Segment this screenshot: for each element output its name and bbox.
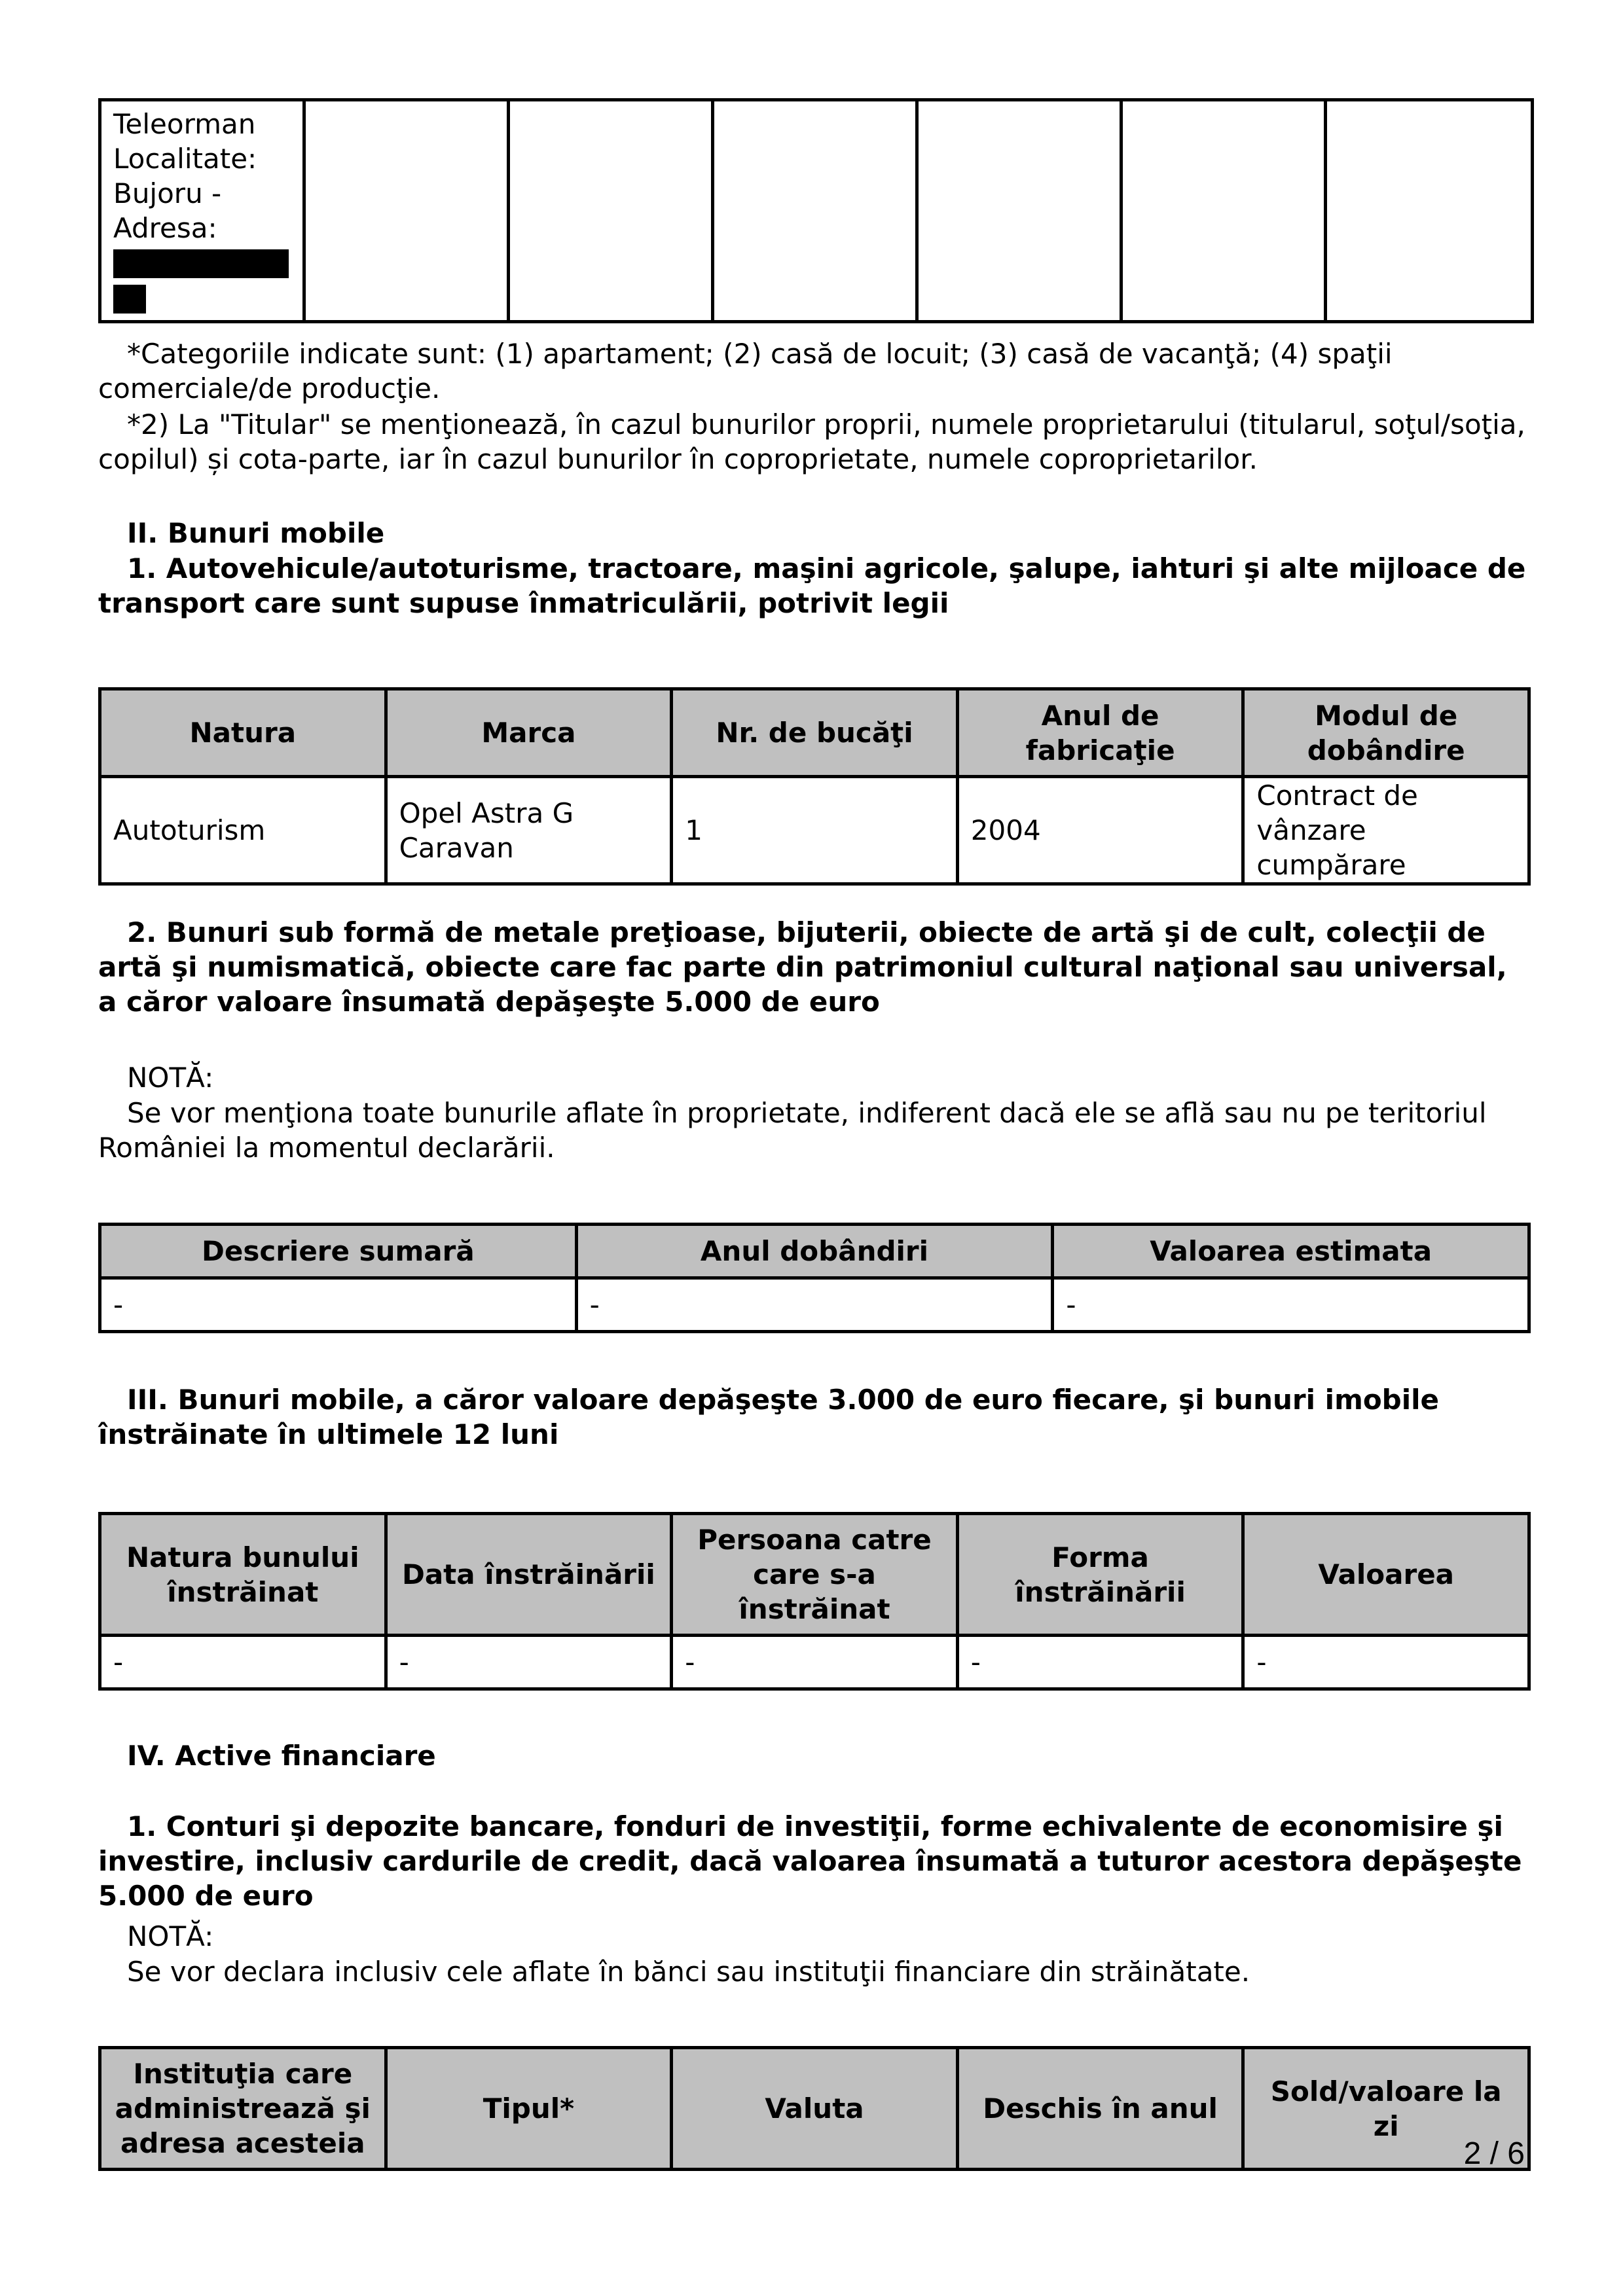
nota-text: Se vor menţiona toate bunurile aflate în proprietate, indiferent dacă ele se află sau nu pe teritoriul României la momentul declarării. xyxy=(98,1097,1487,1164)
column-header: Deschis în anul xyxy=(957,2048,1243,2170)
titular-note: *2) La "Titular" se menţionează, în cazul bunurilor proprii, numele proprietarului (titularul, soţul/soţia, copilul) și cota-parte, iar în cazul bunurilor în coproprietate, numele coproprietarilor. xyxy=(98,408,1525,475)
table-cell xyxy=(509,100,713,322)
subsection-title: 1. Conturi şi depozite bancare, fonduri de investiţii, forme echivalente de economisire şi investire, inclusiv cardurile de credit, dacă valoarea însumată a tuturor acestora depăşeşte 5.000 de euro xyxy=(98,1810,1522,1912)
locality-value: Bujoru - xyxy=(113,177,222,209)
table-cell: - xyxy=(100,1636,386,1689)
table-cell: Contract de vânzare cumpărare xyxy=(1243,777,1529,884)
column-header: Sold/valoare la zi xyxy=(1243,2048,1529,2170)
table-cell: - xyxy=(1053,1278,1529,1332)
column-header: Modul de dobândire xyxy=(1243,689,1529,777)
column-header: Marca xyxy=(386,689,672,777)
table-cell xyxy=(1326,100,1533,322)
column-header: Valuta xyxy=(672,2048,958,2170)
column-header: Nr. de bucăţi xyxy=(672,689,958,777)
section-title: III. Bunuri mobile, a căror valoare depăşeşte 3.000 de euro fiecare, şi bunuri imobile înstrăinate în ultimele 12 luni xyxy=(98,1384,1440,1450)
vehicles-table xyxy=(98,687,1531,886)
column-header: Tipul* xyxy=(386,2048,672,2170)
table-cell: Opel Astra G Caravan xyxy=(386,777,672,884)
table-row xyxy=(100,100,1533,322)
table-cell xyxy=(1122,100,1326,322)
column-header: Data înstrăinării xyxy=(386,1514,672,1636)
column-header: Anul de fabricaţie xyxy=(957,689,1243,777)
table-cell xyxy=(713,100,917,322)
column-header: Descriere sumară xyxy=(100,1225,577,1278)
redacted-address-block xyxy=(113,285,146,314)
column-header: Persoana catre care s-a înstrăinat xyxy=(672,1514,958,1636)
column-header: Natura bunului înstrăinat xyxy=(100,1514,386,1636)
location-cell xyxy=(100,100,304,322)
valuables-table xyxy=(98,1223,1531,1333)
table-cell: Autoturism xyxy=(100,777,386,884)
section-title: II. Bunuri mobile xyxy=(127,517,385,549)
table-header-row xyxy=(100,689,1529,777)
table-header-row xyxy=(100,1514,1529,1636)
table-cell: 2004 xyxy=(957,777,1243,884)
section-title: IV. Active financiare xyxy=(127,1740,436,1772)
table-cell xyxy=(917,100,1122,322)
table-cell: - xyxy=(576,1278,1053,1332)
subsection-title: 1. Autovehicule/autoturisme, tractoare, maşini agricole, şalupe, iahturi şi alte mijloace de transport care sunt supuse înmatriculării, potrivit legii xyxy=(98,552,1526,619)
column-header: Natura xyxy=(100,689,386,777)
categories-note: *Categoriile indicate sunt: (1) apartament; (2) casă de locuit; (3) casă de vacanţă; (4) spaţii comerciale/de producţie. xyxy=(98,338,1393,404)
county-text: Teleorman xyxy=(113,108,256,140)
column-header: Valoarea estimata xyxy=(1053,1225,1529,1278)
address-label: Adresa: xyxy=(113,212,217,244)
table-cell: 1 xyxy=(672,777,958,884)
nota-label: NOTĂ: xyxy=(127,1920,214,1952)
table-header-row xyxy=(100,1225,1529,1278)
column-header: Forma înstrăinării xyxy=(957,1514,1243,1636)
nota-label: NOTĂ: xyxy=(127,1062,214,1094)
table-cell: - xyxy=(1243,1636,1529,1689)
table-cell: - xyxy=(386,1636,672,1689)
alienated-assets-table xyxy=(98,1512,1531,1691)
table-cell xyxy=(304,100,509,322)
financial-accounts-table xyxy=(98,2046,1531,2171)
column-header: Anul dobândiri xyxy=(576,1225,1053,1278)
table-row xyxy=(100,1278,1529,1332)
table-cell: - xyxy=(957,1636,1243,1689)
column-header: Instituţia care administrează şi adresa acesteia xyxy=(100,2048,386,2170)
page-number: 2 / 6 xyxy=(1463,2136,1525,2171)
table-cell: - xyxy=(672,1636,958,1689)
subsection-title: 2. Bunuri sub formă de metale preţioase, bijuterii, obiecte de artă şi de cult, colecţii de artă şi numismatică, obiecte care fac parte din patrimoniul cultural naţional sau universal, a căror valoare însumată depăşeşte 5.000 de euro xyxy=(98,916,1507,1018)
nota-text: Se vor declara inclusiv cele aflate în bănci sau instituţii financiare din străinătate. xyxy=(127,1956,1250,1988)
table-cell: - xyxy=(100,1278,577,1332)
real-estate-table-continuation xyxy=(98,98,1534,323)
column-header: Valoarea xyxy=(1243,1514,1529,1636)
locality-label: Localitate: xyxy=(113,143,257,175)
table-header-row xyxy=(100,2048,1529,2170)
table-row xyxy=(100,777,1529,884)
redacted-address-block xyxy=(113,249,289,278)
table-row xyxy=(100,1636,1529,1689)
